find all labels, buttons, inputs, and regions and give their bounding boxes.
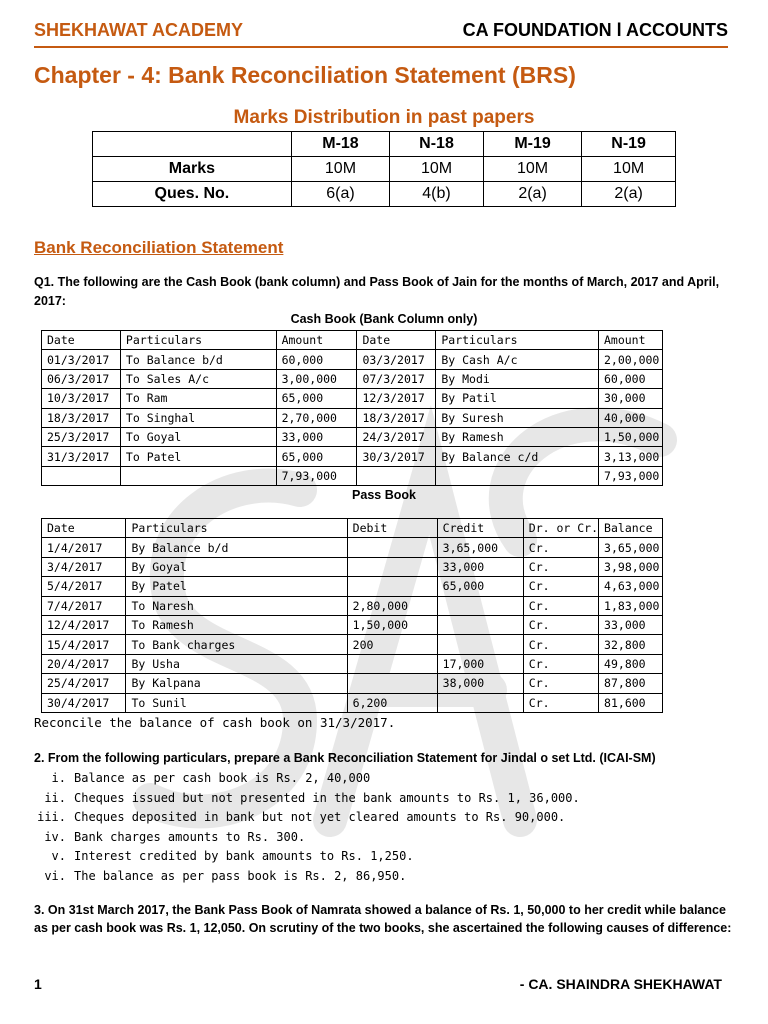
table-cell: 33,000 [276, 427, 357, 446]
table-cell: 25/4/2017 [42, 674, 126, 693]
table-row [42, 466, 663, 485]
table-cell: 7/4/2017 [42, 596, 126, 615]
table-row [42, 635, 663, 654]
table-cell [437, 635, 523, 654]
table-cell: 3,65,000 [437, 538, 523, 557]
table-cell: Cr. [523, 577, 598, 596]
table-cell: To Ramesh [126, 615, 347, 634]
page-header [34, 20, 728, 48]
table-cell: 10M [582, 157, 676, 182]
table-cell: 2,00,000 [598, 350, 662, 369]
table-cell [436, 466, 599, 485]
column-header: Date [42, 519, 126, 538]
course-name: CA FOUNDATION l ACCOUNTS [462, 20, 728, 40]
list-item [34, 847, 734, 867]
table-cell: 5/4/2017 [42, 577, 126, 596]
table-cell: 10M [291, 157, 389, 182]
column-header: M-18 [291, 132, 389, 157]
table-cell [42, 466, 121, 485]
table-cell: To Balance b/d [120, 350, 276, 369]
table-cell: By Patel [126, 577, 347, 596]
question-2-list [34, 769, 734, 886]
list-item-number: i. [51, 771, 66, 785]
table-cell: 38,000 [437, 674, 523, 693]
table-cell: 30,000 [598, 389, 662, 408]
column-header: Date [357, 331, 436, 350]
table-row [42, 427, 663, 446]
table-cell: 30/4/2017 [42, 693, 126, 712]
table-row [42, 538, 663, 557]
table-cell: 200 [347, 635, 437, 654]
table-cell: 25/3/2017 [42, 427, 121, 446]
table-cell: 3,65,000 [599, 538, 663, 557]
table-row [42, 447, 663, 466]
column-header: Debit [347, 519, 437, 538]
table-row [42, 654, 663, 673]
table-cell: Cr. [523, 635, 598, 654]
pass-book-table [41, 518, 663, 713]
column-header: Particulars [436, 331, 599, 350]
table-cell: 7,93,000 [598, 466, 662, 485]
table-cell: 01/3/2017 [42, 350, 121, 369]
table-cell [347, 557, 437, 576]
column-header: N-19 [582, 132, 676, 157]
table-cell: Cr. [523, 693, 598, 712]
column-header: Particulars [120, 331, 276, 350]
section-title: Bank Reconciliation Statement [34, 238, 284, 257]
table-cell: 18/3/2017 [357, 408, 436, 427]
marks-distribution-title: Marks Distribution in past papers [233, 107, 535, 128]
table-row [42, 369, 663, 388]
list-item [34, 769, 734, 789]
table-cell: 3,13,000 [598, 447, 662, 466]
table-row [42, 408, 663, 427]
column-header: Balance [599, 519, 663, 538]
table-cell: Cr. [523, 538, 598, 557]
reconcile-instruction: Reconcile the balance of cash book on 31/3/2017. [34, 715, 396, 730]
column-header: Dr. or Cr. [523, 519, 598, 538]
table-cell: 06/3/2017 [42, 369, 121, 388]
table-cell: 07/3/2017 [357, 369, 436, 388]
table-row [42, 596, 663, 615]
table-cell: Cr. [523, 596, 598, 615]
table-cell: By Balance c/d [436, 447, 599, 466]
page-number: 1 [34, 976, 42, 992]
cash-book-title: Cash Book (Bank Column only) [290, 312, 478, 326]
table-cell: 12/3/2017 [357, 389, 436, 408]
table-cell: To Singhal [120, 408, 276, 427]
table-cell: By Suresh [436, 408, 599, 427]
table-cell: 10M [390, 157, 484, 182]
list-item-number: iii. [37, 810, 66, 824]
table-cell: 17,000 [437, 654, 523, 673]
table-cell: 15/4/2017 [42, 635, 126, 654]
table-cell: 30/3/2017 [357, 447, 436, 466]
table-row [42, 557, 663, 576]
table-header-row [42, 519, 663, 538]
table-cell: To Sunil [126, 693, 347, 712]
table-cell [437, 693, 523, 712]
table-cell: 3,00,000 [276, 369, 357, 388]
table-cell: By Ramesh [436, 427, 599, 446]
footer-author: - CA. SHAINDRA SHEKHAWAT [519, 976, 722, 992]
table-cell: 03/3/2017 [357, 350, 436, 369]
table-cell [357, 466, 436, 485]
table-cell [437, 615, 523, 634]
column-header: Particulars [126, 519, 347, 538]
table-cell: By Cash A/c [436, 350, 599, 369]
table-cell: 24/3/2017 [357, 427, 436, 446]
table-cell [347, 674, 437, 693]
table-cell: 49,800 [599, 654, 663, 673]
list-item-number: iv. [44, 829, 66, 844]
table-cell: To Naresh [126, 596, 347, 615]
list-item-text: Interest credited by bank amounts to Rs. 1,250. [74, 849, 414, 863]
list-item [34, 789, 734, 809]
list-item [34, 828, 734, 848]
table-cell: By Goyal [126, 557, 347, 576]
table-cell: 32,800 [599, 635, 663, 654]
table-cell: 6,200 [347, 693, 437, 712]
table-cell: 87,800 [599, 674, 663, 693]
cash-book-table [41, 330, 663, 486]
table-cell: 10/3/2017 [42, 389, 121, 408]
table-cell [120, 466, 276, 485]
table-cell: To Goyal [120, 427, 276, 446]
table-cell: To Sales A/c [120, 369, 276, 388]
question-2-text: 2. From the following particulars, prepare a Bank Reconciliation Statement for Jindal o set Ltd. (ICAI-SM) [34, 751, 656, 765]
table-cell: To Bank charges [126, 635, 347, 654]
column-header: N-18 [390, 132, 484, 157]
table-cell: 7,93,000 [276, 466, 357, 485]
chapter-title: Chapter - 4: Bank Reconciliation Statement (BRS) [34, 62, 576, 88]
table-row [42, 693, 663, 712]
table-cell: 1/4/2017 [42, 538, 126, 557]
table-cell: Cr. [523, 654, 598, 673]
table-cell: Cr. [523, 674, 598, 693]
table-cell: 10M [483, 157, 581, 182]
column-header: Amount [598, 331, 662, 350]
table-cell: 60,000 [276, 350, 357, 369]
table-cell: 40,000 [598, 408, 662, 427]
column-header: Date [42, 331, 121, 350]
table-row [42, 674, 663, 693]
list-item-number: ii. [44, 790, 66, 805]
table-cell: 6(a) [291, 182, 389, 207]
table-row [93, 182, 676, 207]
table-cell [347, 538, 437, 557]
column-header: M-19 [483, 132, 581, 157]
row-header: Marks [93, 157, 292, 182]
table-row [42, 577, 663, 596]
table-cell: 2(a) [582, 182, 676, 207]
table-header-row [42, 331, 663, 350]
row-header: Ques. No. [93, 182, 292, 207]
table-cell: 60,000 [598, 369, 662, 388]
table-cell: By Kalpana [126, 674, 347, 693]
list-item-number: vi. [44, 868, 66, 883]
table-row [93, 132, 676, 157]
table-cell: Cr. [523, 557, 598, 576]
table-cell: 65,000 [437, 577, 523, 596]
list-item-text: Bank charges amounts to Rs. 300. [74, 829, 306, 844]
list-item-number: v. [51, 849, 66, 863]
table-cell: 2,80,000 [347, 596, 437, 615]
table-cell: 31/3/2017 [42, 447, 121, 466]
table-cell: 1,50,000 [598, 427, 662, 446]
table-cell: To Ram [120, 389, 276, 408]
table-cell: 65,000 [276, 447, 357, 466]
table-row [42, 389, 663, 408]
table-cell: Cr. [523, 615, 598, 634]
table-cell [437, 596, 523, 615]
academy-name: SHEKHAWAT ACADEMY [34, 20, 244, 40]
table-cell: 4,63,000 [599, 577, 663, 596]
table-cell: 33,000 [437, 557, 523, 576]
marks-distribution-table [92, 131, 676, 207]
table-cell [93, 132, 292, 157]
column-header: Amount [276, 331, 357, 350]
table-row [42, 615, 663, 634]
table-cell: By Modi [436, 369, 599, 388]
table-cell: 12/4/2017 [42, 615, 126, 634]
question-3-text: 3. On 31st March 2017, the Bank Pass Book of Namrata showed a balance of Rs. 1, 50,000 to her credit while balance as per cash book was Rs. 1, 12,050. On scrutiny of the two books, she ascertained the following causes of difference: [34, 903, 732, 935]
table-cell: To Patel [120, 447, 276, 466]
column-header: Credit [437, 519, 523, 538]
table-cell: 3/4/2017 [42, 557, 126, 576]
table-cell: 1,83,000 [599, 596, 663, 615]
table-cell: 33,000 [599, 615, 663, 634]
table-row [42, 350, 663, 369]
list-item-text: Cheques issued but not presented in the bank amounts to Rs. 1, 36,000. [74, 790, 580, 805]
pass-book-title: Pass Book [352, 488, 416, 502]
list-item-text: Balance as per cash book is Rs. 2, 40,000 [74, 771, 371, 785]
table-cell [347, 577, 437, 596]
list-item [34, 808, 734, 828]
table-cell: 18/3/2017 [42, 408, 121, 427]
table-cell: 20/4/2017 [42, 654, 126, 673]
list-item [34, 867, 734, 887]
table-cell: 3,98,000 [599, 557, 663, 576]
table-cell: By Patil [436, 389, 599, 408]
table-cell: 81,600 [599, 693, 663, 712]
question-1-text: Q1. The following are the Cash Book (bank column) and Pass Book of Jain for the months of March, 2017 and April, 2017: [34, 275, 720, 308]
table-cell: 4(b) [390, 182, 484, 207]
table-cell: 2(a) [483, 182, 581, 207]
list-item-text: Cheques deposited in bank but not yet cleared amounts to Rs. 90,000. [74, 810, 566, 824]
table-cell: 1,50,000 [347, 615, 437, 634]
table-cell [347, 654, 437, 673]
table-cell: By Balance b/d [126, 538, 347, 557]
table-cell: 2,70,000 [276, 408, 357, 427]
list-item-text: The balance as per pass book is Rs. 2, 86,950. [74, 868, 407, 883]
table-cell: 65,000 [276, 389, 357, 408]
table-cell: By Usha [126, 654, 347, 673]
table-row [93, 157, 676, 182]
